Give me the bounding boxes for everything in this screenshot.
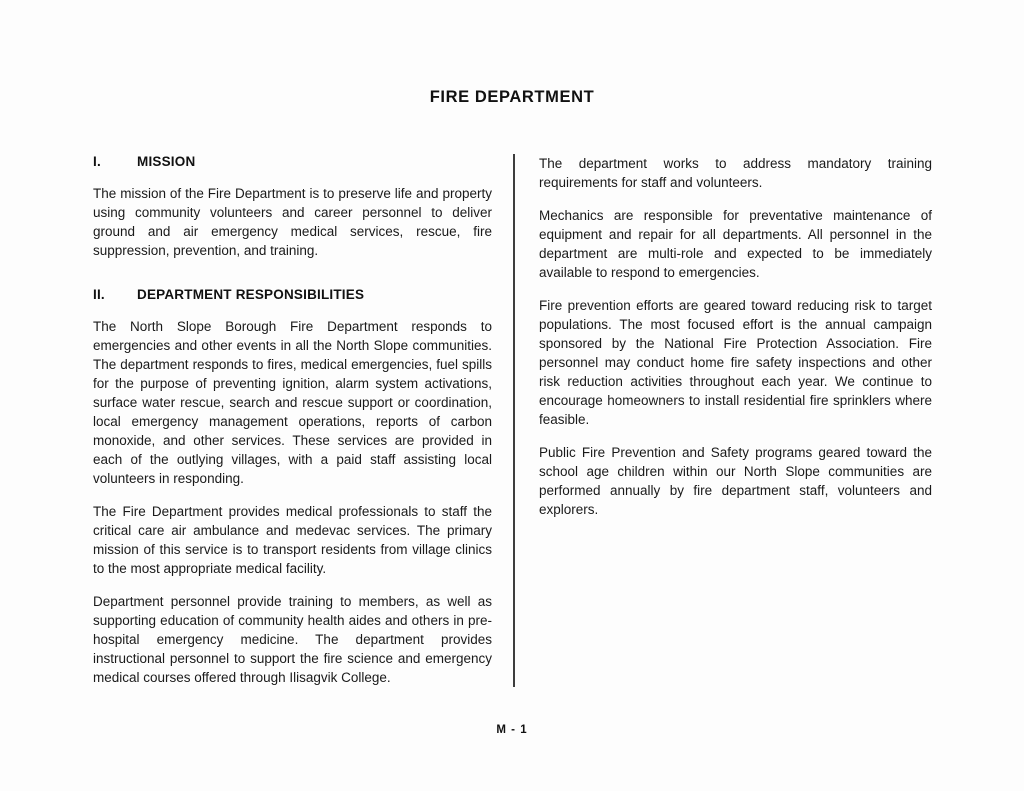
- section-department-responsibilities: [93, 287, 492, 687]
- section-numeral: II.: [93, 287, 105, 302]
- body-paragraph: The North Slope Borough Fire Department responds to emergencies and other events in all the North Slope communities. The department responds to fires, medical emergencies, fuel spills for the purpose of preventing ignition, alarm system activations, surface water rescue, search and rescue support or coordination, local emergency management operations, reports of carbon monoxide, and other services. These services are provided in each of the outlying villages, with a paid staff assisting local volunteers in responding.: [93, 319, 492, 486]
- section-numeral: I.: [93, 154, 101, 169]
- section-heading: [93, 154, 492, 169]
- body-paragraph: The Fire Department provides medical professionals to staff the critical care air ambulance and medevac services. The primary mission of this service is to transport residents from village clinics to the most appropriate medical facility.: [93, 504, 492, 576]
- page-title: FIRE DEPARTMENT: [429, 88, 595, 106]
- column-divider: [513, 154, 515, 687]
- two-column-content: [0, 154, 1024, 687]
- body-paragraph: Department personnel provide training to members, as well as supporting education of community health aides and others in pre-hospital emergency medicine. The department provides instructional personnel to support the fire science and emergency medical courses offered through Ilisagvik College.: [93, 594, 492, 685]
- body-paragraph: Fire prevention efforts are geared toward reducing risk to target populations. The most focused effort is the annual campaign sponsored by the National Fire Protection Association. Fire personnel may conduct home fire safety inspections and other risk reduction activities throughout each year. We continue to encourage homeowners to install residential fire sprinklers where feasible.: [539, 298, 932, 427]
- section-heading-label: DEPARTMENT RESPONSIBILITIES: [137, 287, 365, 302]
- body-paragraph: Public Fire Prevention and Safety programs geared toward the school age children within our North Slope communities are performed annually by fire department staff, volunteers and explorers.: [539, 445, 932, 517]
- page-number: M - 1: [496, 724, 528, 736]
- right-column: [539, 154, 932, 687]
- body-paragraph: The mission of the Fire Department is to preserve life and property using community volunteers and career personnel to deliver ground and air emergency medical services, rescue, fire suppression, prevention, and training.: [93, 186, 492, 258]
- section-heading: [93, 287, 492, 302]
- body-paragraph: Mechanics are responsible for preventative maintenance of equipment and repair for all departments. All personnel in the department are multi-role and expected to be immediately available to respond to emergencies.: [539, 208, 932, 280]
- section-mission: [93, 154, 492, 260]
- body-paragraph: The department works to address mandatory training requirements for staff and volunteers.: [539, 156, 932, 190]
- section-heading-label: MISSION: [137, 154, 196, 169]
- left-column: [93, 154, 492, 687]
